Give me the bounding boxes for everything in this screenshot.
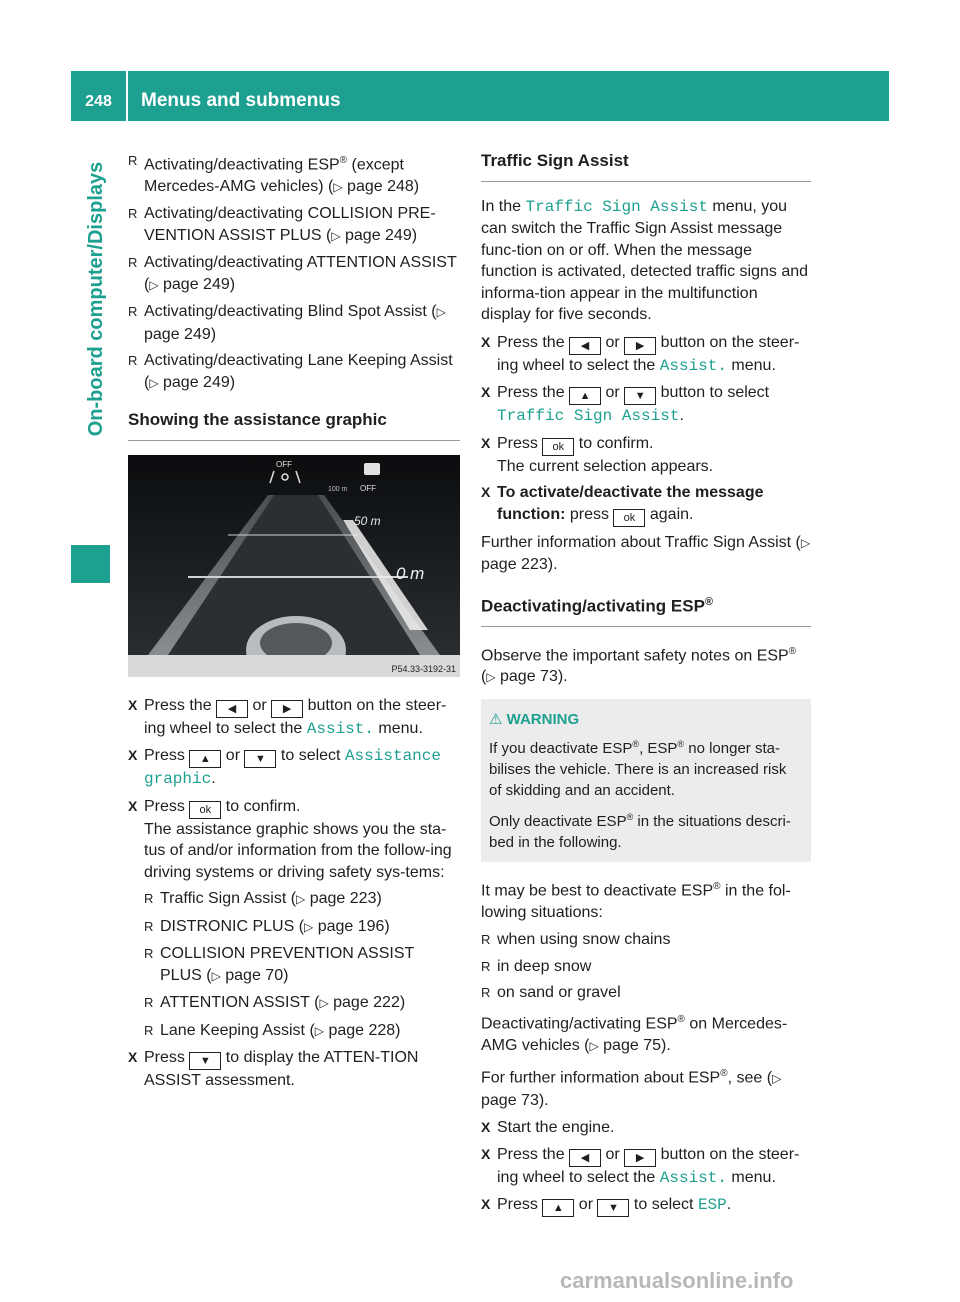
graphic-label-100m: 100 m (328, 485, 348, 493)
section-heading: Deactivating/activating ESP® (481, 592, 811, 627)
assistance-graphic-image (128, 455, 460, 677)
right-arrow-key-icon: ▶ (624, 337, 656, 355)
menu-name: Traffic Sign Assist (497, 407, 680, 425)
image-code: P54.33-3192-31 (391, 663, 456, 674)
page-ref-icon: ▷ (436, 305, 446, 320)
list-item: R Traffic Sign Assist (▷ page 223) (144, 888, 460, 911)
paragraph: For further information about ESP®, see (▷ page 73). (481, 1068, 782, 1109)
page-ref-icon: ▷ (333, 179, 343, 194)
page-ref-icon: ▷ (772, 1071, 782, 1086)
coffee-cup-icon (364, 463, 380, 475)
step: X Press ok to confirm. The current selection appears. (481, 433, 811, 478)
up-arrow-key-icon: ▲ (542, 1199, 574, 1217)
page-header (71, 71, 889, 121)
page-ref-icon: ▷ (486, 670, 496, 685)
step: X Press the ◀ or ▶ button on the steer-ing wheel to select the Assist. menu. (128, 695, 460, 741)
step: X Press the ◀ or ▶ button on the steer-ing wheel to select the Assist. menu. (481, 1144, 811, 1190)
page-title: Menus and submenus (141, 90, 341, 111)
page-ref-icon: ▷ (149, 277, 159, 292)
page-ref-icon: ▷ (296, 892, 306, 907)
side-tab-marker (71, 545, 110, 583)
graphic-label-50m: 50 m (354, 513, 381, 528)
paragraph: It may be best to deactivate ESP® in the fol-lowing situations: (481, 880, 791, 921)
right-arrow-key-icon: ▶ (271, 700, 303, 718)
menu-name: ESP (697, 1196, 727, 1215)
right-arrow-key-icon: ▶ (624, 1149, 656, 1167)
left-arrow-key-icon: ◀ (216, 700, 248, 718)
menu-name: Assist. (659, 356, 727, 375)
warning-text: If you deactivate ESP®, ESP® no longer sta-bilises the vehicle. There is an increased risk of skidding and an accident. (489, 738, 787, 799)
up-arrow-key-icon: ▲ (569, 387, 601, 405)
list-item: R Lane Keeping Assist (▷ page 228) (144, 1020, 460, 1043)
step: X To activate/deactivate the message function: press ok again. (481, 482, 811, 527)
watermark: carmanualsonline.info (560, 1268, 794, 1293)
warning-text: Only deactivate ESP® in the situations descri-bed in the following. (489, 811, 791, 851)
step: X Press ▼ to display the ATTEN-TION ASSIST assessment. (128, 1047, 460, 1092)
down-arrow-key-icon: ▼ (597, 1199, 629, 1217)
list-item: R Activating/deactivating ATTENTION ASSIST (▷ page 249) (128, 252, 460, 296)
down-arrow-key-icon: ▼ (189, 1052, 221, 1070)
section-heading: Traffic Sign Assist (481, 150, 811, 182)
list-item: R COLLISION PREVENTION ASSIST PLUS (▷ page 70) (144, 943, 460, 987)
page-ref-icon: ▷ (304, 919, 314, 934)
page-ref-icon: ▷ (149, 375, 159, 390)
paragraph: In the Traffic Sign Assist menu, you can switch the Traffic Sign Assist message func-tion on or off. When the message function is activated, detected traffic signs and informa-tion appear in the multifunction display for five seconds. (481, 197, 809, 323)
graphic-label-0m: 0 m (396, 563, 425, 583)
paragraph: Further information about Traffic Sign Assist (▷ page 223). (481, 533, 811, 573)
left-arrow-key-icon: ◀ (569, 337, 601, 355)
paragraph: Observe the important safety notes on ESP® (▷ page 73). (481, 645, 797, 686)
paragraph: Deactivating/activating ESP® on Mercedes-AMG vehicles (▷ page 75). (481, 1013, 788, 1054)
warning-title: ⚠ WARNING (489, 710, 580, 728)
warning-box (481, 699, 811, 862)
page-ref-icon: ▷ (331, 228, 341, 243)
list-item: R Activating/deactivating Blind Spot Assist (▷ page 249) (128, 301, 460, 345)
page-number: 248 (85, 93, 112, 110)
menu-name: Traffic Sign Assist (525, 197, 708, 216)
step: X Press the ▲ or ▼ button to select Traffic Sign Assist. (481, 382, 811, 428)
warning-triangle-icon: ⚠ (489, 710, 507, 728)
graphic-label-off: OFF (276, 459, 292, 469)
list-item: R when using snow chains (481, 929, 811, 951)
step: X Press ▲ or ▼ to select ESP. (481, 1194, 811, 1217)
up-arrow-key-icon: ▲ (189, 750, 221, 768)
down-arrow-key-icon: ▼ (244, 750, 276, 768)
list-item: R ATTENTION ASSIST (▷ page 222) (144, 992, 460, 1015)
list-item: R in deep snow (481, 956, 811, 978)
page-ref-icon: ▷ (800, 535, 811, 550)
ok-key-icon: ok (189, 801, 221, 819)
list-item: R Activating/deactivating ESP® (except Mercedes-AMG vehicles) (▷ page 248) (128, 150, 460, 198)
left-arrow-key-icon: ◀ (569, 1149, 601, 1167)
ok-key-icon: ok (613, 509, 645, 527)
side-tab (71, 124, 110, 584)
left-column (128, 150, 460, 1097)
header-divider (126, 71, 128, 121)
list-item: R DISTRONIC PLUS (▷ page 196) (144, 916, 460, 939)
right-column (481, 150, 811, 1222)
page-ref-icon: ▷ (314, 1023, 324, 1038)
side-tab-label: On-board computer/Displays (85, 161, 107, 437)
menu-name: Assist. (306, 719, 374, 738)
section-heading: Showing the assistance graphic (128, 409, 460, 441)
page-ref-icon: ▷ (319, 996, 329, 1011)
list-item: R Activating/deactivating Lane Keeping Assist (▷ page 249) (128, 350, 460, 394)
ok-key-icon: ok (542, 438, 574, 456)
list-item: R on sand or gravel (481, 982, 811, 1004)
page-ref-icon: ▷ (589, 1038, 599, 1053)
step: X Start the engine. (481, 1117, 811, 1139)
list-item: R Activating/deactivating COLLISION PRE-VENTION ASSIST PLUS (▷ page 249) (128, 203, 460, 247)
page-ref-icon: ▷ (211, 968, 221, 983)
assistance-graphic-svg (128, 455, 460, 677)
step: X Press ▲ or ▼ to select Assistance graphic. (128, 745, 460, 791)
step: X Press the ◀ or ▶ button on the steer-ing wheel to select the Assist. menu. (481, 332, 811, 378)
menu-name: Assist. (659, 1168, 727, 1187)
menu-name: Assistance graphic (144, 747, 441, 789)
down-arrow-key-icon: ▼ (624, 387, 656, 405)
graphic-label-off-cup: OFF (360, 483, 376, 493)
step: X Press ok to confirm. The assistance graphic shows you the sta-tus of and/or information from the follow-ing driving systems or driving safety sys-tems: (128, 796, 460, 884)
